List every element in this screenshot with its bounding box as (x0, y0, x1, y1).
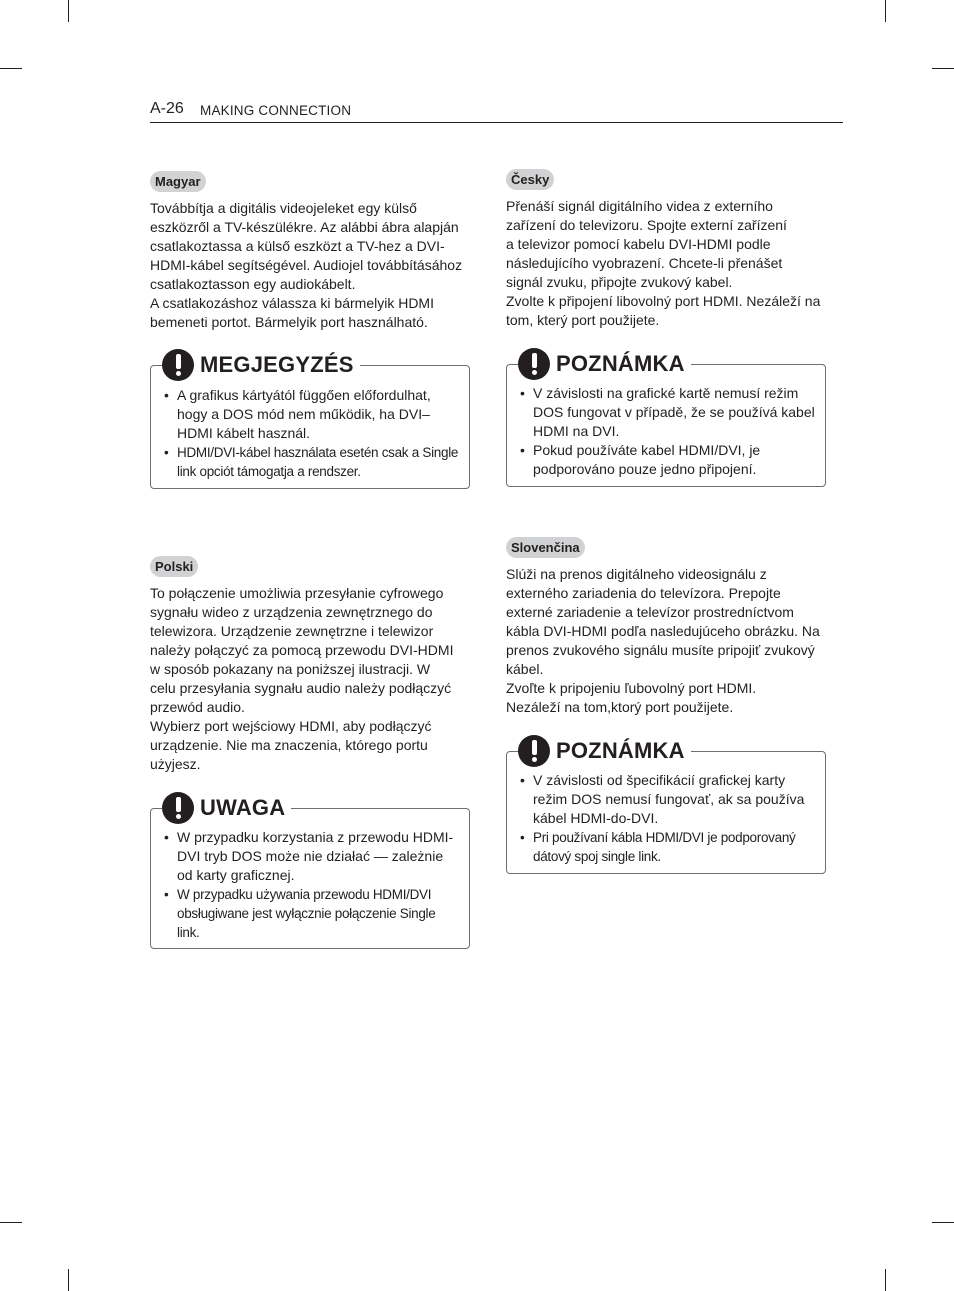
text-line: zařízení do televizoru. Spojte externí zařízení (506, 217, 787, 233)
note-item: • HDMI/DVI-kábel használata esetén csak a Single link opciót támogatja a rendszer. (151, 443, 469, 481)
page-number: A-26 (150, 100, 184, 117)
text-line: csatlakoztasson egy audiokábelt. (150, 276, 356, 292)
text-line: následujícího vyobrazení. Chcete-li přenášet (506, 255, 783, 271)
note-list (151, 386, 469, 481)
exclamation-icon (518, 735, 550, 767)
crop-mark (885, 0, 886, 22)
note-header (518, 734, 691, 768)
crop-mark (0, 1222, 22, 1223)
language-badge: Magyar (150, 171, 206, 192)
text-line: należy połączyć za pomocą przewodu DVI-HDMI (150, 642, 454, 658)
text-line: tom, který port použijete. (506, 312, 660, 328)
note-item: • Pokud používáte kabel HDMI/DVI, je podporováno pouze jedno připojení. (507, 441, 825, 479)
text-line: celu przesyłania sygnału audio należy podłączyć (150, 680, 452, 696)
language-badge: Slovenčina (506, 537, 585, 558)
section-slovencina (506, 537, 826, 717)
note-polski (150, 791, 470, 949)
note-cesky (506, 347, 826, 487)
note-title: UWAGA (200, 795, 286, 820)
note-item: • W przypadku używania przewodu HDMI/DVI obsługiwane jest wyłącznie połączenie Single link. (151, 885, 469, 942)
note-box (150, 808, 470, 949)
section-cesky (506, 169, 826, 330)
text-line: Zvoľte k pripojeniu ľubovolný port HDMI. (506, 680, 757, 696)
note-header (162, 348, 360, 382)
note-item: • Pri používaní kábla HDMI/DVI je podporovaný dátový spoj single link. (507, 828, 825, 866)
text-line: signál zvuku, připojte zvukový kabel. (506, 274, 733, 290)
note-magyar (150, 348, 470, 489)
text-line: To połączenie umożliwia przesyłanie cyfrowego (150, 585, 444, 601)
text-line: eszközről a TV-készülékre. Az alábbi ábra alapján (150, 219, 459, 235)
text-line: Slúži na prenos digitálneho videosignálu z (506, 566, 767, 582)
page-header (150, 100, 843, 123)
language-badge: Česky (506, 169, 554, 190)
crop-mark (0, 68, 22, 69)
note-list (507, 771, 825, 866)
text-line: bemeneti portot. Bármelyik port használható. (150, 314, 428, 330)
note-title: POZNÁMKA (556, 351, 685, 376)
crop-mark (68, 0, 69, 22)
text-line: w sposób pokazany na poniższej ilustracji. W (150, 661, 431, 677)
text-line: csatlakoztassa a külső eszközt a TV-hez a DVI- (150, 238, 445, 254)
text-line: telewizora. Urządzenie zewnętrzne i telewizor (150, 623, 434, 639)
section-body (150, 199, 470, 332)
text-line: Továbbítja a digitális videojeleket egy külső (150, 200, 417, 216)
text-line: A csatlakozáshoz válassza ki bármelyik HDMI (150, 295, 434, 311)
text-line: Wybierz port wejściowy HDMI, aby podłączyć (150, 718, 432, 734)
note-list (507, 384, 825, 479)
language-badge: Polski (150, 556, 198, 577)
text-line: użyjesz. (150, 756, 201, 772)
text-line: Přenáší signál digitálního videa z externího (506, 198, 773, 214)
note-title: POZNÁMKA (556, 738, 685, 763)
section-body (506, 197, 826, 330)
text-line: externého zariadenia do televízora. Prepojte (506, 585, 781, 601)
section-title: MAKING CONNECTION (200, 103, 352, 118)
crop-mark (68, 1269, 69, 1291)
text-line: urządzenie. Nie ma znaczenia, którego portu (150, 737, 428, 753)
note-title: MEGJEGYZÉS (200, 352, 354, 377)
exclamation-icon (518, 348, 550, 380)
crop-mark (932, 1222, 954, 1223)
text-line: HDMI-kábel segítségével. Audiojel továbbításához (150, 257, 463, 273)
crop-mark (885, 1269, 886, 1291)
note-item: • V závislosti na grafické kartě nemusí režim DOS fungovat v případě, že se používá kabel HDMI na DVI. (507, 384, 825, 441)
text-line: sygnału wideo z urządzenia zewnętrznego do (150, 604, 433, 620)
note-box (506, 751, 826, 874)
crop-mark (932, 68, 954, 69)
note-item: • V závislosti od špecifikácií grafickej karty režim DOS nemusí fungovať, ak sa používa kábel HDMI-do-DVI. (507, 771, 825, 828)
text-line: przewód audio. (150, 699, 245, 715)
text-line: Zvolte k připojení libovolný port HDMI. Nezáleží na (506, 293, 821, 309)
note-box (506, 364, 826, 487)
text-line: externé zariadenie a televízor prostredníctvom (506, 604, 794, 620)
section-body (506, 565, 826, 717)
note-header (162, 791, 291, 825)
exclamation-icon (162, 792, 194, 824)
text-line: kábla DVI-HDMI podľa nasledujúceho obrázku. Na (506, 623, 820, 639)
text-line: prenos zvukového signálu musíte pripojiť zvukový (506, 642, 815, 658)
exclamation-icon (162, 349, 194, 381)
text-line: a televizor pomocí kabelu DVI-HDMI podle (506, 236, 771, 252)
note-item: • A grafikus kártyától függően előfordulhat, hogy a DOS mód nem működik, ha DVI–HDMI kábelt használ. (151, 386, 469, 443)
note-item: • W przypadku korzystania z przewodu HDMI-DVI tryb DOS może nie działać — zależnie od karty graficznej. (151, 828, 469, 885)
text-line: Nezáleží na tom,ktorý port použijete. (506, 699, 734, 715)
note-slovencina (506, 734, 826, 874)
section-magyar (150, 171, 470, 332)
note-header (518, 347, 691, 381)
text-line: kábel. (506, 661, 544, 677)
section-body (150, 584, 470, 774)
note-box (150, 365, 470, 489)
section-polski (150, 556, 470, 774)
note-list (151, 828, 469, 942)
